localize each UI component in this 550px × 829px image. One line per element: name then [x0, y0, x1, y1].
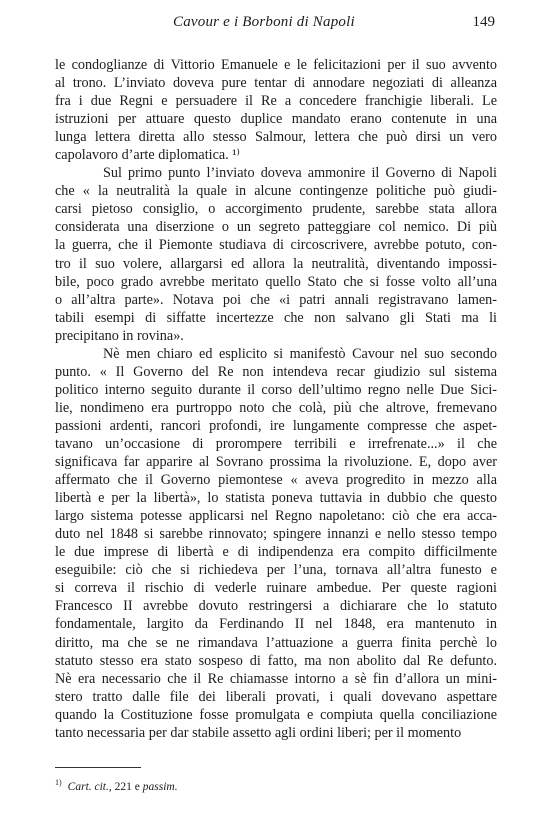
footnote — [55, 778, 495, 793]
text-line: Nè era necessario che il Re chiamasse intorno a sè fin d’allora un mini- — [55, 670, 497, 687]
text-line: Sul primo punto l’inviato doveva ammonire il Governo di Napoli — [103, 165, 497, 182]
text-line: tabili esempi di siffatte incertezze che non salvano gli Stati ma li — [55, 309, 497, 326]
text-line: si correva il rischio di vederle ruinare ambedue. Per queste ragioni — [55, 580, 497, 597]
footnote-marker: 1) — [55, 778, 62, 787]
text-line: passioni ardenti, rancori profondi, ire lungamente compresse che aspet- — [55, 417, 497, 434]
text-line: la guerra, che il Piemonte studiava di circoscrivere, avrebbe potuto, con- — [55, 237, 497, 254]
text-line: che « la neutralità la quale in alcune contingenze politiche può giudi- — [55, 183, 497, 200]
text-line: Nè men chiaro ed esplicito si manifestò Cavour nel suo secondo — [103, 345, 497, 362]
text-line: stero tratto dalle file dei liberali provati, i quali dovevano aspettare — [55, 688, 497, 705]
text-line: quando la Costituzione fosse promulgata e compiuta quella conciliazione — [55, 706, 497, 723]
text-line: le condoglianze di Vittorio Emanuele e le felicitazioni per il suo avvento — [55, 57, 497, 73]
footnote-passim: passim. — [142, 780, 178, 793]
text-line: libertà e per la libertà», lo statista poneva tuttavia in dubbio che questo — [55, 490, 497, 507]
text-line: duto nel 1848 si sarebbe rinnovato; spingere innanzi e nello stesso tempo — [55, 526, 497, 543]
page-number: 149 — [472, 14, 495, 30]
text-line: precipitano in rovina». — [55, 327, 184, 344]
footnote-pages: , 221 e — [108, 780, 143, 793]
text-line: lie, nondimeno era purtroppo noto che colà, più che altrove, fremevano — [55, 399, 497, 416]
paragraph — [55, 164, 497, 344]
text-line: carsi pietoso consiglio, o accorgimento prudente, sarebbe stata allora — [55, 201, 497, 218]
text-line: significava far apparire al Sovrano prossima la rivoluzione. E, dopo aver — [55, 454, 497, 471]
text-line: statuto stesso era stato sospeso di fatto, ma non abolito dal Re defunto. — [55, 652, 497, 669]
text-line: considerata una diserzione o un segreto patteggiare col nemico. Di più — [55, 219, 497, 236]
text-line: Francesco II avrebbe dovuto restringersi a dichiarare che lo statuto — [55, 598, 497, 615]
text-line: eseguibile: ciò che si richiedeva per l’una, tornava all’altra funesto e — [55, 562, 497, 579]
footnote-rule — [55, 767, 141, 768]
body-text — [55, 56, 497, 742]
text-line: capolavoro d’arte diplomatica. ¹⁾ — [55, 147, 241, 164]
text-line: fondamentale, largito da Ferdinando II nel 1848, era mantenuto in — [55, 616, 497, 633]
running-head: Cavour e i Borboni di Napoli — [173, 14, 355, 30]
text-line: al trono. L’inviato doveva pure tentar di annodare negoziati di alleanza — [55, 75, 497, 92]
text-line: fra i due Regni e persuadere il Re a concedere franchigie liberali. Le — [55, 93, 497, 110]
paragraph — [55, 56, 497, 164]
text-line: affermato che il Governo piemontese « aveva progredito in mezzo alla — [55, 472, 497, 489]
text-line: tavano un’occasione di prorompere terribili e irrefrenate...» il che — [55, 435, 497, 452]
text-line: le due imprese di libertà e di indipendenza era compito difficilmente — [55, 544, 497, 561]
text-line: largo sistema potesse applicarsi nel Regno napoletano: ciò che era acca- — [55, 508, 497, 525]
text-line: lunga lettera diretta allo stesso Salmour, lettera che può dirsi un vero — [55, 129, 497, 146]
text-line: bile, poco grado avrebbe meritato quello Stato che si fosse volto all’una — [55, 273, 497, 290]
text-line: tro il suo volere, allargarsi ed allora la neutralità, diventando impossi- — [55, 255, 497, 272]
text-line: tanto necessaria per dar stabile assetto agli ordini liberi; per il momento — [55, 724, 462, 741]
text-line: politico interno seguito durante il corso dell’ultimo regno nelle Due Sici- — [55, 381, 497, 398]
text-line: diritto, ma che se ne rimandava l’attuazione a guerra finita perchè lo — [55, 634, 497, 651]
text-line: istruzioni per attuare questo duplice mandato erano contenute in una — [55, 111, 497, 128]
text-line: punto. « Il Governo del Re non intendeva recar giudizio sul sistema — [55, 363, 497, 380]
paragraph — [55, 345, 497, 742]
footnote-source: Cart. cit. — [67, 780, 109, 793]
page-header — [55, 14, 495, 36]
text-line: o all’altra parte». Notava poi che «i patri annali registravano lamen- — [55, 291, 497, 308]
